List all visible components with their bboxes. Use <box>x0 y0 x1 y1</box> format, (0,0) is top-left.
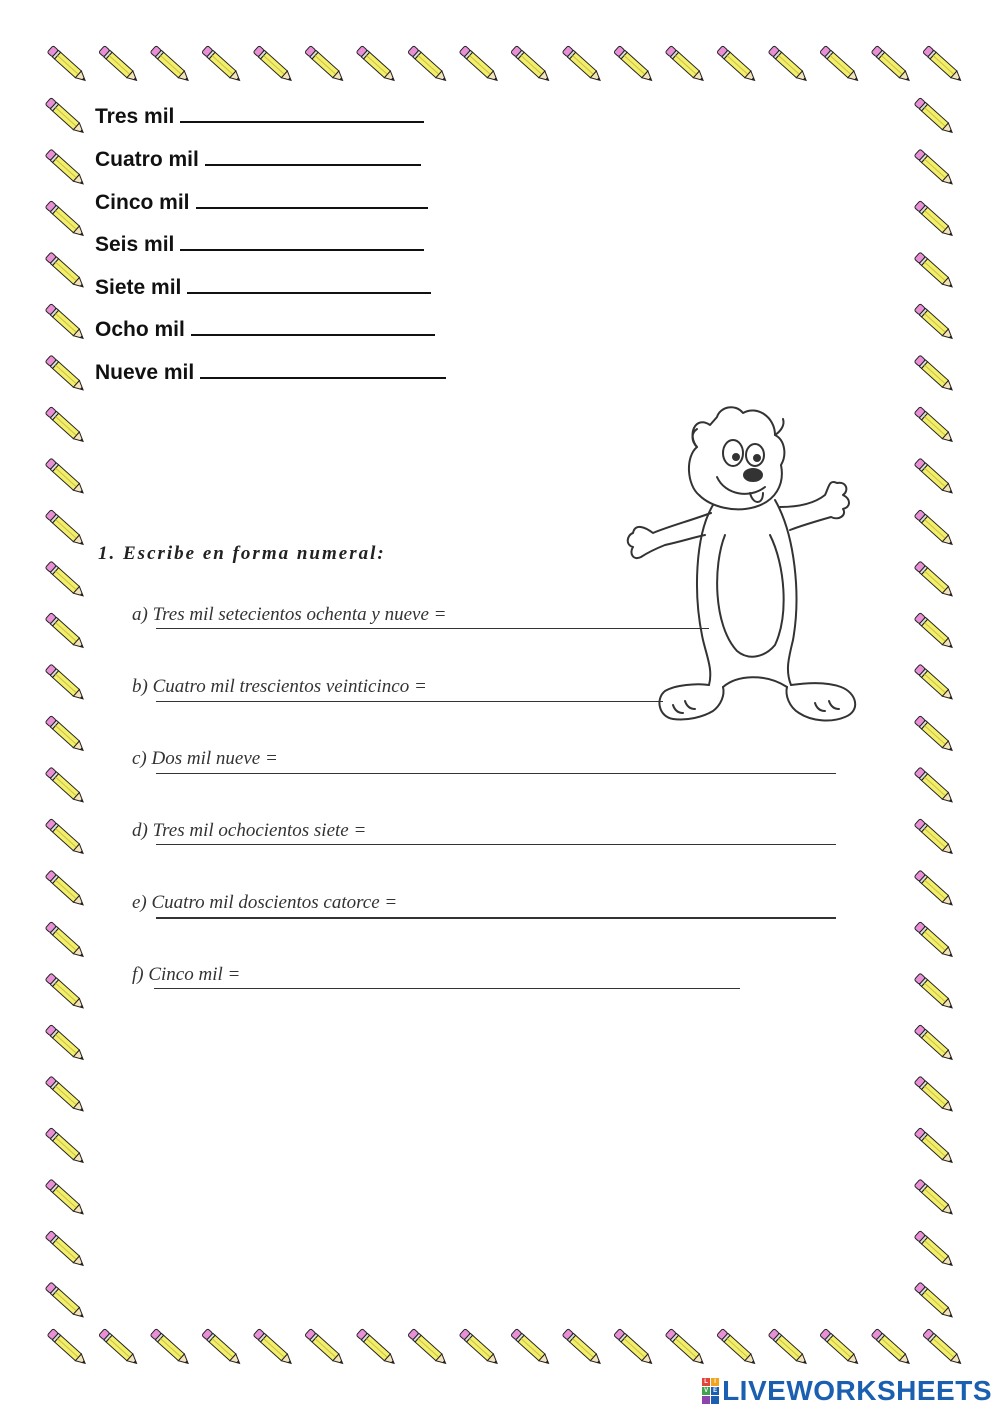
pencil-icon <box>914 664 955 702</box>
pencil-icon <box>45 149 86 187</box>
fill-in-label: Ocho mil <box>95 318 185 341</box>
answer-blank[interactable] <box>180 103 424 123</box>
pencil-icon <box>45 870 86 908</box>
pencil-icon <box>356 46 397 84</box>
answer-blank[interactable] <box>196 189 428 209</box>
fill-in-label: Cuatro mil <box>95 148 199 171</box>
liveworksheets-logo <box>702 1375 992 1407</box>
pencil-icon <box>665 1329 706 1367</box>
pencil-icon <box>665 46 706 84</box>
answer-line[interactable] <box>156 844 836 845</box>
pencil-icon <box>511 1329 552 1367</box>
pencil-icon <box>914 1179 955 1217</box>
pencil-icon <box>99 1329 140 1367</box>
pencil-icon <box>459 46 500 84</box>
logo-text: LIVEWORKSHEETS <box>722 1375 992 1406</box>
logo-mark-cell: V <box>704 1388 709 1394</box>
pencil-icon <box>45 716 86 754</box>
pencil-icon <box>614 1329 655 1367</box>
pencil-icon <box>914 201 955 239</box>
logo-mark-cell: L <box>702 1378 710 1386</box>
pencil-icon <box>45 973 86 1011</box>
pencil-icon <box>45 1179 86 1217</box>
pencil-icon <box>914 973 955 1011</box>
exercise-item: f) Cinco mil = <box>132 964 241 985</box>
logo-mark-cell: I <box>711 1378 719 1386</box>
pencil-icon <box>768 1329 809 1367</box>
pencil-icon <box>914 767 955 805</box>
pencil-icon <box>47 46 88 84</box>
exercise-item: d) Tres mil ochocientos siete = <box>132 820 367 841</box>
pencil-icon <box>914 458 955 496</box>
pencil-icon <box>45 922 86 960</box>
fill-in-row <box>95 146 421 172</box>
fill-in-label: Tres mil <box>95 105 175 128</box>
pencil-icon <box>202 46 243 84</box>
pencil-icon <box>914 355 955 393</box>
pencil-icon <box>253 46 294 84</box>
pencil-icon <box>914 98 955 136</box>
pencil-icon <box>923 46 964 84</box>
answer-blank[interactable] <box>187 274 431 294</box>
pencil-icon <box>914 922 955 960</box>
pencil-icon <box>408 46 449 84</box>
bear-illustration <box>625 395 885 730</box>
fill-in-label: Siete mil <box>95 276 182 299</box>
answer-blank[interactable] <box>191 316 435 336</box>
answer-line[interactable] <box>156 917 836 919</box>
answer-line[interactable] <box>154 988 740 989</box>
fill-in-row <box>95 274 431 300</box>
pencil-icon <box>45 252 86 290</box>
pencil-icon <box>914 252 955 290</box>
exercise-item: b) Cuatro mil trescientos veinticinco = <box>132 676 427 697</box>
pencil-icon <box>914 561 955 599</box>
fill-in-label: Seis mil <box>95 233 175 256</box>
pencil-icon <box>914 304 955 342</box>
exercise-item: e) Cuatro mil doscientos catorce = <box>132 892 398 913</box>
fill-in-row <box>95 189 428 215</box>
pencil-icon <box>45 613 86 651</box>
pencil-icon <box>305 1329 346 1367</box>
pencil-icon <box>45 201 86 239</box>
pencil-icon <box>45 355 86 393</box>
fill-in-label: Nueve mil <box>95 361 195 384</box>
pencil-icon <box>45 1282 86 1320</box>
pencil-icon <box>45 561 86 599</box>
pencil-icon <box>459 1329 500 1367</box>
answer-line[interactable] <box>156 628 709 629</box>
pencil-icon <box>45 819 86 857</box>
answer-blank[interactable] <box>200 359 446 379</box>
pencil-icon <box>202 1329 243 1367</box>
pencil-icon <box>45 304 86 342</box>
fill-in-row <box>95 103 424 129</box>
logo-mark-cell <box>711 1396 719 1404</box>
pencil-icon <box>914 613 955 651</box>
logo-mark-cell: E <box>713 1388 718 1394</box>
fill-in-row <box>95 231 424 257</box>
pencil-icon <box>45 458 86 496</box>
pencil-icon <box>914 1076 955 1114</box>
pencil-icon <box>45 767 86 805</box>
pencil-icon <box>45 1231 86 1269</box>
pencil-icon <box>99 46 140 84</box>
pencil-icon <box>45 1025 86 1063</box>
pencil-icon <box>150 1329 191 1367</box>
pencil-icon <box>45 1128 86 1166</box>
pencil-icon <box>914 1128 955 1166</box>
logo-mark-icon <box>702 1378 719 1404</box>
pencil-icon <box>356 1329 397 1367</box>
pencil-icon <box>717 1329 758 1367</box>
answer-blank[interactable] <box>180 231 424 251</box>
pencil-icon <box>914 1231 955 1269</box>
pencil-icon <box>820 1329 861 1367</box>
pencil-icon <box>45 407 86 445</box>
fill-in-row <box>95 359 446 385</box>
answer-line[interactable] <box>156 773 836 774</box>
pencil-icon <box>562 1329 603 1367</box>
answer-line[interactable] <box>156 701 663 702</box>
pencil-icon <box>914 510 955 548</box>
answer-blank[interactable] <box>205 146 421 166</box>
logo-mark-cell <box>702 1396 710 1404</box>
pencil-icon <box>914 407 955 445</box>
exercise-item: a) Tres mil setecientos ochenta y nueve = <box>132 604 447 625</box>
pencil-icon <box>45 1076 86 1114</box>
exercise-title: 1. Escribe en forma numeral: <box>98 543 386 564</box>
pencil-icon <box>45 510 86 548</box>
pencil-icon <box>45 98 86 136</box>
pencil-icon <box>871 1329 912 1367</box>
pencil-icon <box>47 1329 88 1367</box>
pencil-icon <box>914 149 955 187</box>
pencil-icon <box>914 716 955 754</box>
pencil-icon <box>768 46 809 84</box>
pencil-icon <box>914 1025 955 1063</box>
pencil-icon <box>871 46 912 84</box>
pencil-icon <box>305 46 346 84</box>
pencil-icon <box>408 1329 449 1367</box>
pencil-icon <box>820 46 861 84</box>
pencil-icon <box>914 870 955 908</box>
pencil-icon <box>914 819 955 857</box>
pencil-icon <box>562 46 603 84</box>
fill-in-row <box>95 316 435 342</box>
fill-in-label: Cinco mil <box>95 191 190 214</box>
pencil-icon <box>717 46 758 84</box>
pencil-icon <box>253 1329 294 1367</box>
pencil-icon <box>150 46 191 84</box>
pencil-icon <box>914 1282 955 1320</box>
pencil-icon <box>511 46 552 84</box>
exercise-item: c) Dos mil nueve = <box>132 748 278 769</box>
pencil-icon <box>923 1329 964 1367</box>
pencil-icon <box>45 664 86 702</box>
pencil-icon <box>614 46 655 84</box>
